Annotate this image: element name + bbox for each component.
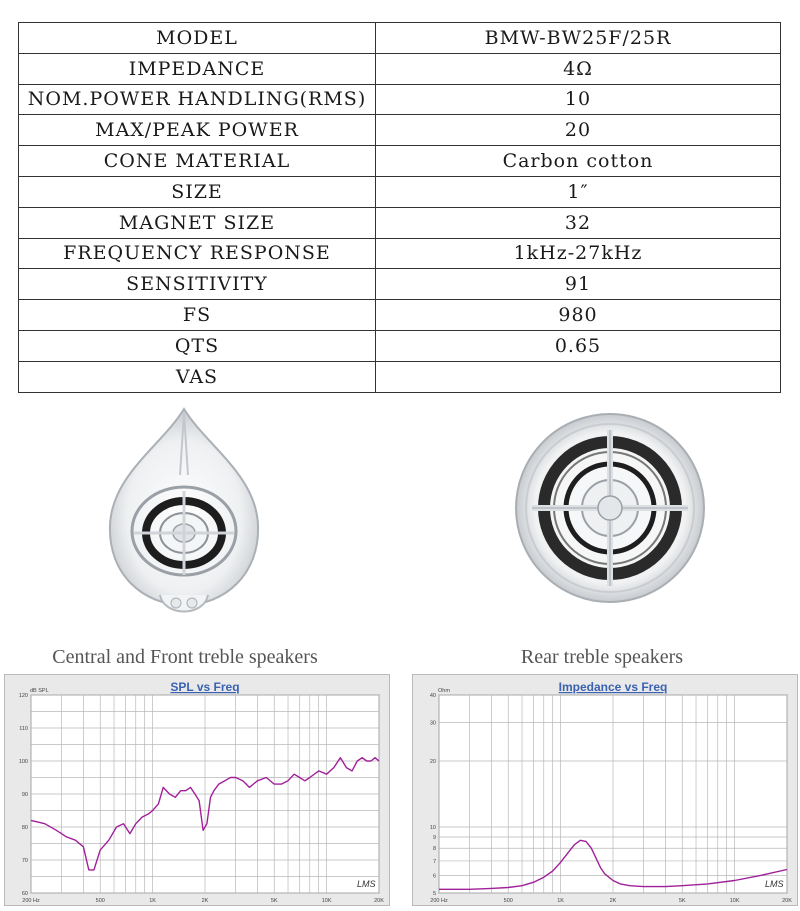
spec-row — [19, 207, 781, 238]
spl-x-tick-label: 20K — [374, 898, 384, 904]
impedance-x-tick-label: 10K — [729, 898, 740, 904]
impedance-x-tick-label: 200 Hz — [430, 898, 448, 904]
spl-chart-frame — [4, 674, 390, 906]
impedance-x-tick-label: 500 — [503, 898, 513, 904]
spec-row — [19, 269, 781, 300]
spec-label: VAS — [19, 361, 376, 392]
impedance-x-tick-label: 5K — [678, 898, 686, 904]
spl-y-tick-label: 70 — [21, 858, 28, 864]
tweeter-photo-front — [512, 410, 708, 606]
spec-label: SIZE — [19, 176, 376, 207]
spec-row — [19, 53, 781, 84]
spec-row — [19, 146, 781, 177]
spec-value: 4Ω — [376, 53, 781, 84]
spec-row — [19, 84, 781, 115]
spl-x-tick-label: 2K — [201, 898, 209, 904]
impedance-x-tick-label: 1K — [557, 898, 564, 904]
central-front-title: Central and Front treble speakers — [52, 646, 318, 668]
impedance-y-tick-label: 7 — [432, 858, 436, 865]
impedance-y-tick-label: 8 — [432, 846, 436, 853]
spec-table-body — [19, 23, 781, 393]
impedance-lms-watermark: LMS — [765, 879, 784, 889]
spec-row — [19, 300, 781, 331]
spec-value: 980 — [376, 300, 781, 331]
spl-y-tick-label: 110 — [19, 726, 28, 732]
spec-label: MAGNET SIZE — [19, 207, 376, 238]
spl-y-tick-label: 60 — [21, 891, 28, 897]
spec-label: SENSITIVITY — [19, 269, 376, 300]
spec-value: 20 — [376, 115, 781, 146]
spec-row — [19, 176, 781, 207]
impedance-chart-frame — [412, 674, 798, 906]
spec-value: Carbon cotton — [376, 146, 781, 177]
spl-chart-title: SPL vs Freq — [170, 680, 240, 694]
spec-row — [19, 115, 781, 146]
spec-label: MODEL — [19, 23, 376, 54]
spec-label: FREQUENCY RESPONSE — [19, 238, 376, 269]
spec-label: NOM.POWER HANDLING(RMS) — [19, 84, 376, 115]
spl-x-tick-label: 5K — [270, 898, 278, 904]
spec-table — [18, 22, 781, 393]
spec-label: QTS — [19, 330, 376, 361]
impedance-y-tick-label: 10 — [429, 825, 436, 831]
spec-row — [19, 23, 781, 54]
spl-vs-freq-chart — [5, 675, 389, 905]
spec-row — [19, 330, 781, 361]
spec-label: MAX/PEAK POWER — [19, 115, 376, 146]
impedance-y-tick-label: 6 — [432, 873, 436, 880]
spec-value: 91 — [376, 269, 781, 300]
impedance-y-tick-label: 30 — [429, 720, 436, 727]
spl-y-axis-label: dB SPL — [30, 688, 49, 694]
spl-y-tick-label: 120 — [18, 693, 28, 699]
spec-label: CONE MATERIAL — [19, 146, 376, 177]
spl-x-tick-label: 1K — [149, 898, 156, 904]
spec-label: IMPEDANCE — [19, 53, 376, 84]
spec-label: FS — [19, 300, 376, 331]
spl-x-tick-label: 10K — [321, 898, 332, 904]
spl-y-tick-label: 80 — [21, 825, 28, 831]
impedance-x-tick-label: 2K — [609, 898, 617, 904]
impedance-vs-freq-chart — [413, 675, 797, 905]
impedance-y-tick-label: 9 — [432, 835, 436, 842]
impedance-chart-title: Impedance vs Freq — [558, 680, 668, 694]
impedance-y-tick-label: 40 — [429, 693, 436, 699]
spec-value: 10 — [376, 84, 781, 115]
spec-value: 1kHz-27kHz — [376, 238, 781, 269]
spl-y-tick-label: 100 — [18, 759, 28, 765]
spl-x-tick-label: 500 — [95, 898, 105, 904]
impedance-x-tick-label: 20K — [782, 898, 792, 904]
spec-value: 32 — [376, 207, 781, 238]
spec-row — [19, 238, 781, 269]
spl-y-tick-label: 90 — [21, 792, 28, 798]
spec-value: BMW-BW25F/25R — [376, 23, 781, 54]
spec-value — [376, 361, 781, 392]
impedance-y-tick-label: 5 — [432, 891, 436, 897]
spl-lms-watermark: LMS — [357, 879, 376, 889]
tweeter-photo-side — [104, 405, 264, 627]
spec-row — [19, 361, 781, 392]
rear-title: Rear treble speakers — [520, 646, 684, 668]
spec-value: 1″ — [376, 176, 781, 207]
impedance-y-axis-label: Ohm — [438, 688, 450, 694]
spec-value: 0.65 — [376, 330, 781, 361]
impedance-y-tick-label: 20 — [429, 759, 436, 765]
spl-x-tick-label: 200 Hz — [22, 898, 40, 904]
